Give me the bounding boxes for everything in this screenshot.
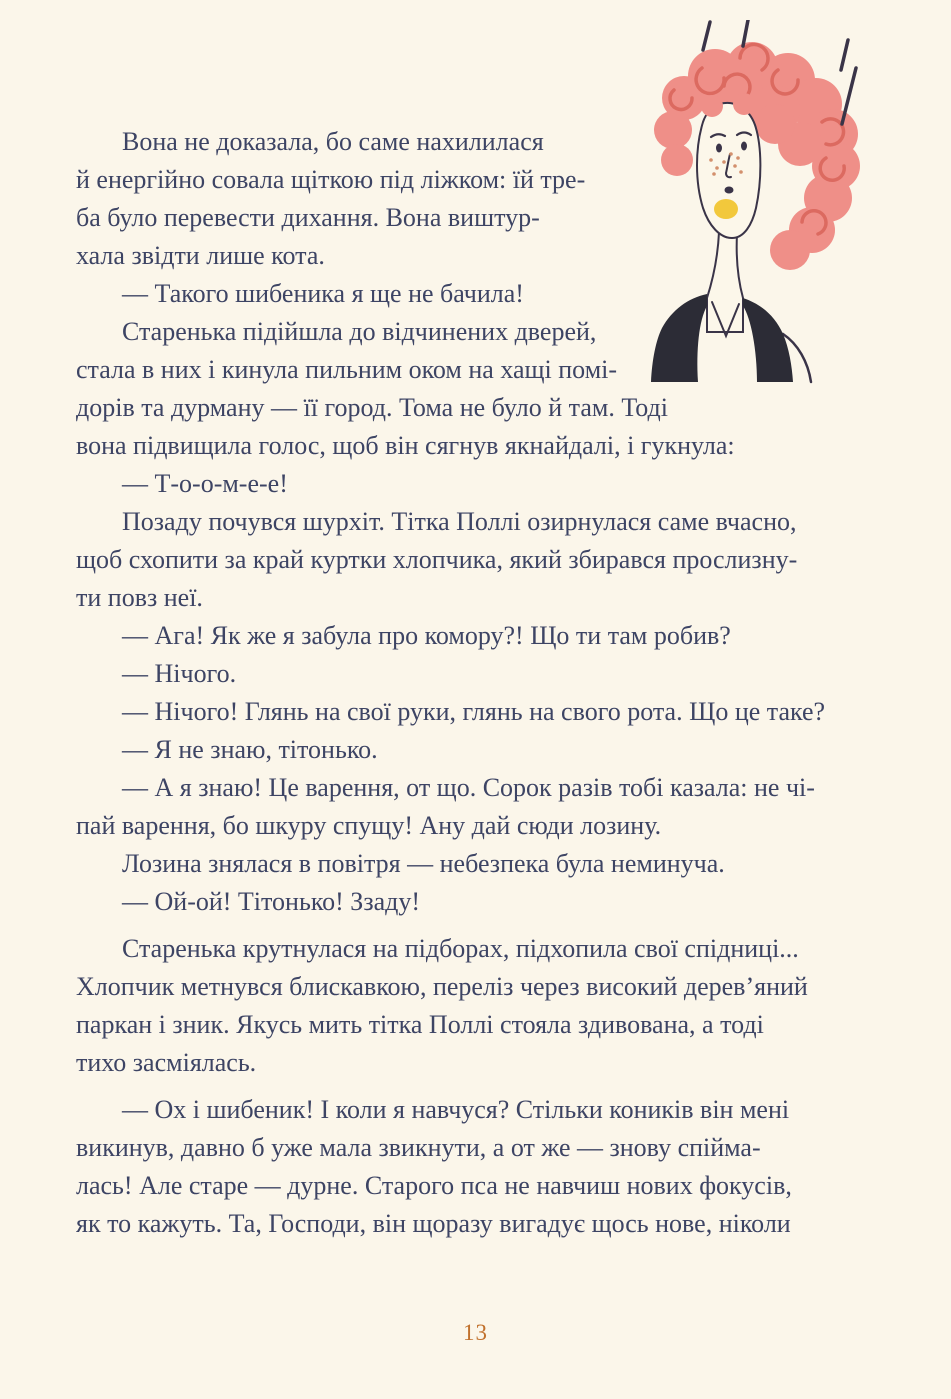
text-line: дорів та дурману — її город. Тома не було й там. Тоді [76,393,668,422]
text-line: пай варення, бо шкуру спущу! Ану дай сюди лозину. [76,811,662,840]
text-line: стала в них і кинула пильним оком на хащі помі- [76,355,618,384]
text-line: Лозина знялася в повітря — небезпека була неминуча. [122,849,725,878]
text-line: — Я не знаю, тітонько. [122,735,378,764]
text-line: — Ага! Як же я забула про комору?! Що ти там робив? [122,621,731,650]
text-line: як то кажуть. Та, Господи, він щоразу вигадує щось нове, ніколи [76,1209,791,1238]
text-line: Старенька підійшла до відчинених дверей, [122,317,597,346]
page-number: 13 [463,1320,488,1345]
text-line: хала звідти лише кота. [76,241,325,270]
text-line: — Т-о-о-м-е-е! [122,469,288,498]
text-line: й енергійно совала щіткою під ліжком: їй тре- [76,165,586,194]
text-line: — А я знаю! Це варення, от що. Сорок разів тобі казала: не чі- [122,773,815,802]
page-text [76,123,891,1243]
text-line: Хлопчик метнувся блискавкою, переліз через високий дерев’яний [76,972,808,1001]
text-line: вона підвищила голос, щоб він сягнув якнайдалі, і гукнула: [76,431,735,460]
text-line: ти повз неї. [76,583,203,612]
text-line: — Нічого! Глянь на свої руки, глянь на свого рота. Що це таке? [122,697,826,726]
text-line: тихо засміялась. [76,1048,257,1077]
text-line: Позаду почувся шурхіт. Тітка Поллі озирнулася саме вчасно, [122,507,797,536]
text-line: — Такого шибеника я ще не бачила! [122,279,524,308]
text-line: — Ой-ой! Тітонько! Ззаду! [122,887,421,916]
text-line: щоб схопити за край куртки хлопчика, який збирався прослизну- [76,545,798,574]
text-line: ба було перевести дихання. Вона виштур- [76,203,540,232]
text-line: Вона не доказала, бо саме нахилилася [122,127,544,156]
text-line: — Ох і шибеник! І коли я навчуся? Стільки коників він мені [122,1095,790,1124]
text-line: лась! Але старе — дурне. Старого пса не навчиш нових фокусів, [76,1171,792,1200]
text-line: — Нічого. [122,659,237,688]
text-line: паркан і зник. Якусь мить тітка Поллі стояла здивована, а тоді [76,1010,764,1039]
text-line: викинув, давно б уже мала звикнути, а от же — знову спійма- [76,1133,761,1162]
text-line: Старенька крутнулася на підборах, підхопила свої спідниці... [122,934,799,963]
